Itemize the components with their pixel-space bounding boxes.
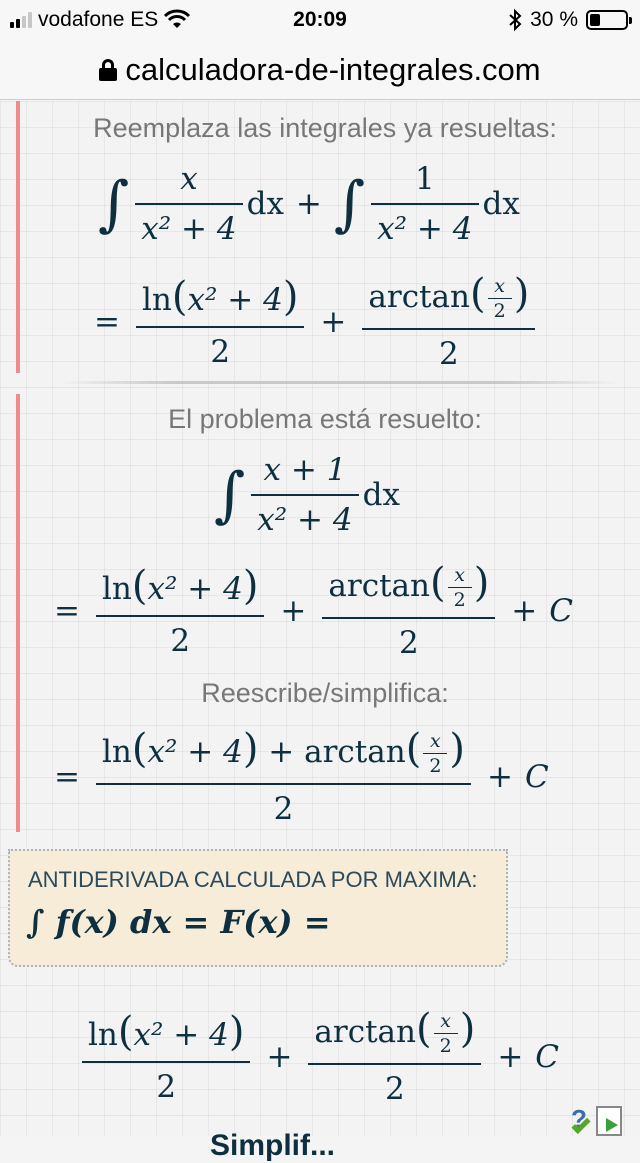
fraction: $\frac{1}{\text{x² + 4}}$ (371, 161, 478, 247)
simplify-heading: Simplif... (210, 1129, 336, 1162)
fraction: arctan( $\frac{x}{2}$ ) 2 (308, 1006, 481, 1107)
antiderivative-formula: ∫ f(x) dx = F(x) = (26, 903, 331, 941)
status-bar (0, 0, 640, 40)
step-caption: El problema está resuelto: (168, 404, 482, 434)
status-right (508, 8, 628, 32)
antiderivative-box (8, 849, 508, 967)
integral-sign: ∫ (333, 169, 366, 239)
battery-icon (586, 10, 628, 30)
step-caption: Reescribe/simplifica: (201, 678, 449, 708)
fraction: $\frac{\text{ln(x² + 4)}}{2}$ (82, 1009, 250, 1105)
antiderivative-label: ANTIDERIVADA CALCULADA POR MAXIMA: (28, 867, 478, 892)
integral-sign: ∫ (98, 169, 130, 239)
fraction: ln(x² + 4) + arctan( $\frac{x}{2}$ ) 2 (96, 726, 471, 827)
lock-icon (99, 59, 117, 81)
carrier-name: vodafone ES (38, 8, 159, 31)
solution-expression: = $\frac{\text{ln(x² + 4)}}{2}$ + arctan( $\frac{x}{2}$ ) 2 + C (54, 560, 574, 661)
original-integral: ∫ $\frac{x + 1}{\text{x² + 4}}$ dx (214, 452, 400, 538)
fraction: arctan( $\frac{x}{2}$ ) 2 (362, 271, 535, 372)
document-icon[interactable] (596, 1106, 622, 1136)
fraction: $\frac{\text{ln(x² + 4)}}{2}$ (96, 563, 264, 659)
result-expression: = $\frac{\text{ln(x² + 4)}}{2}$ + arctan( $\frac{x}{2}$ ) 2 (94, 271, 539, 372)
url-text: calculadora-de-integrales.com (125, 51, 541, 87)
step-replace-integrals (16, 101, 626, 373)
fraction: arctan( $\frac{x}{2}$ ) 2 (322, 560, 495, 661)
footer-icons (568, 1106, 622, 1136)
address-bar[interactable] (0, 40, 640, 100)
step-solved (16, 394, 626, 832)
page-content[interactable] (0, 101, 640, 1162)
fraction: $\frac{x}{\text{x² + 4}}$ (135, 161, 242, 247)
fraction: $\frac{\text{ln(x² + 4)}}{2}$ (136, 274, 304, 370)
fraction: $\frac{x + 1}{\text{x² + 4}}$ (251, 452, 358, 538)
integral-sign: ∫ (214, 460, 246, 530)
bluetooth-icon (508, 9, 522, 31)
final-answer: $\frac{\text{ln(x² + 4)}}{2}$ + arctan( $\frac{x}{2}$ ) 2 + C (78, 1006, 559, 1107)
battery-percent: 30 % (530, 8, 578, 31)
simplified-expression: = ln(x² + 4) + arctan( $\frac{x}{2}$ ) 2 + C (54, 726, 549, 827)
step-separator (60, 381, 620, 384)
integral-sum-expression: ∫ $\frac{x}{\text{x² + 4}}$ dx + ∫ $\frac{1}{\text{x² + 4}}$ dx (98, 161, 520, 247)
clock: 20:09 (293, 8, 347, 31)
step-caption: Reemplaza las integrales ya resueltas: (93, 113, 557, 143)
help-icon[interactable]: ? (568, 1108, 594, 1136)
